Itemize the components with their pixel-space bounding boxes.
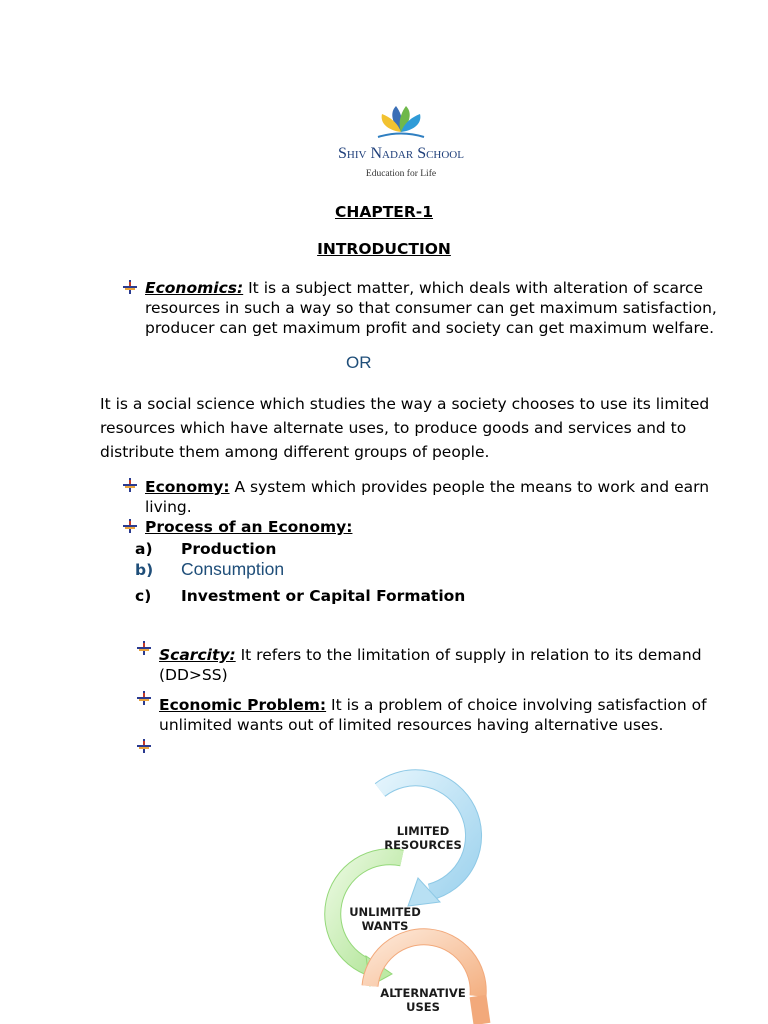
paragraph-line3: distribute them among different groups of people.	[100, 443, 490, 461]
or-label: OR	[346, 353, 372, 372]
economic-problem-text-line2: unlimited wants out of limited resources having alternative uses.	[159, 716, 664, 734]
node-alternative-line2: USES	[406, 1000, 440, 1014]
economy-term: Economy:	[145, 478, 230, 496]
school-name: Shiv Nadar School	[338, 145, 464, 162]
node-limited-line2: RESOURCES	[384, 838, 462, 852]
economics-text-line2: resources in such a way so that consumer can get maximum satisfaction,	[145, 299, 717, 317]
node-unlimited-line1: UNLIMITED	[349, 905, 421, 919]
scarcity-text-line2: (DD>SS)	[159, 666, 228, 684]
paragraph-line2: resources which have alternate uses, to produce goods and services and to	[100, 419, 687, 437]
scarcity-definition	[159, 645, 749, 685]
economic-problem-text-line1: It is a problem of choice involving satisfaction of	[326, 696, 707, 714]
paragraph-line1: It is a social science which studies the way a society chooses to use its limited	[100, 395, 710, 413]
plus-bullet-icon	[122, 477, 138, 493]
school-tagline: Education for Life	[365, 169, 437, 179]
economics-text-line1: It is a subject matter, which deals with alteration of scarce	[243, 279, 704, 297]
school-logo	[336, 92, 466, 184]
economy-text-line1: A system which provides people the means to work and earn	[229, 478, 710, 496]
economy-text-line2: living.	[145, 498, 192, 516]
economy-definition	[145, 477, 745, 517]
process-item-letter: b)	[135, 561, 154, 579]
chapter-heading: CHAPTER-1	[334, 203, 434, 221]
plus-bullet-icon	[136, 640, 152, 656]
social-science-paragraph	[100, 392, 740, 464]
node-alternative-line1: ALTERNATIVE	[380, 986, 466, 1000]
economics-definition	[145, 278, 745, 338]
node-unlimited-line2: WANTS	[361, 919, 409, 933]
process-item-letter: a)	[135, 540, 153, 558]
plus-bullet-icon	[122, 279, 138, 295]
process-item-investment: Investment or Capital Formation	[181, 587, 466, 605]
economic-problem-term: Economic Problem:	[159, 696, 327, 714]
process-title: Process of an Economy:	[145, 518, 353, 536]
plus-bullet-icon	[136, 690, 152, 706]
scarcity-term: Scarcity:	[159, 646, 236, 664]
economics-text-line3: producer can get maximum profit and society can get maximum welfare.	[145, 319, 715, 337]
plus-bullet-icon	[136, 738, 152, 754]
economic-problem-definition	[159, 695, 749, 735]
process-item-production: Production	[181, 540, 277, 558]
page-title: INTRODUCTION	[317, 240, 451, 258]
plus-bullet-icon	[122, 518, 138, 534]
scarcity-text-line1: It refers to the limitation of supply in relation to its demand	[235, 646, 702, 664]
process-item-consumption: Consumption	[181, 559, 285, 579]
economics-term: Economics:	[145, 279, 244, 297]
node-limited-line1: LIMITED	[396, 824, 450, 838]
process-item-letter: c)	[135, 587, 152, 605]
economic-problem-cycle-diagram	[300, 760, 520, 1024]
